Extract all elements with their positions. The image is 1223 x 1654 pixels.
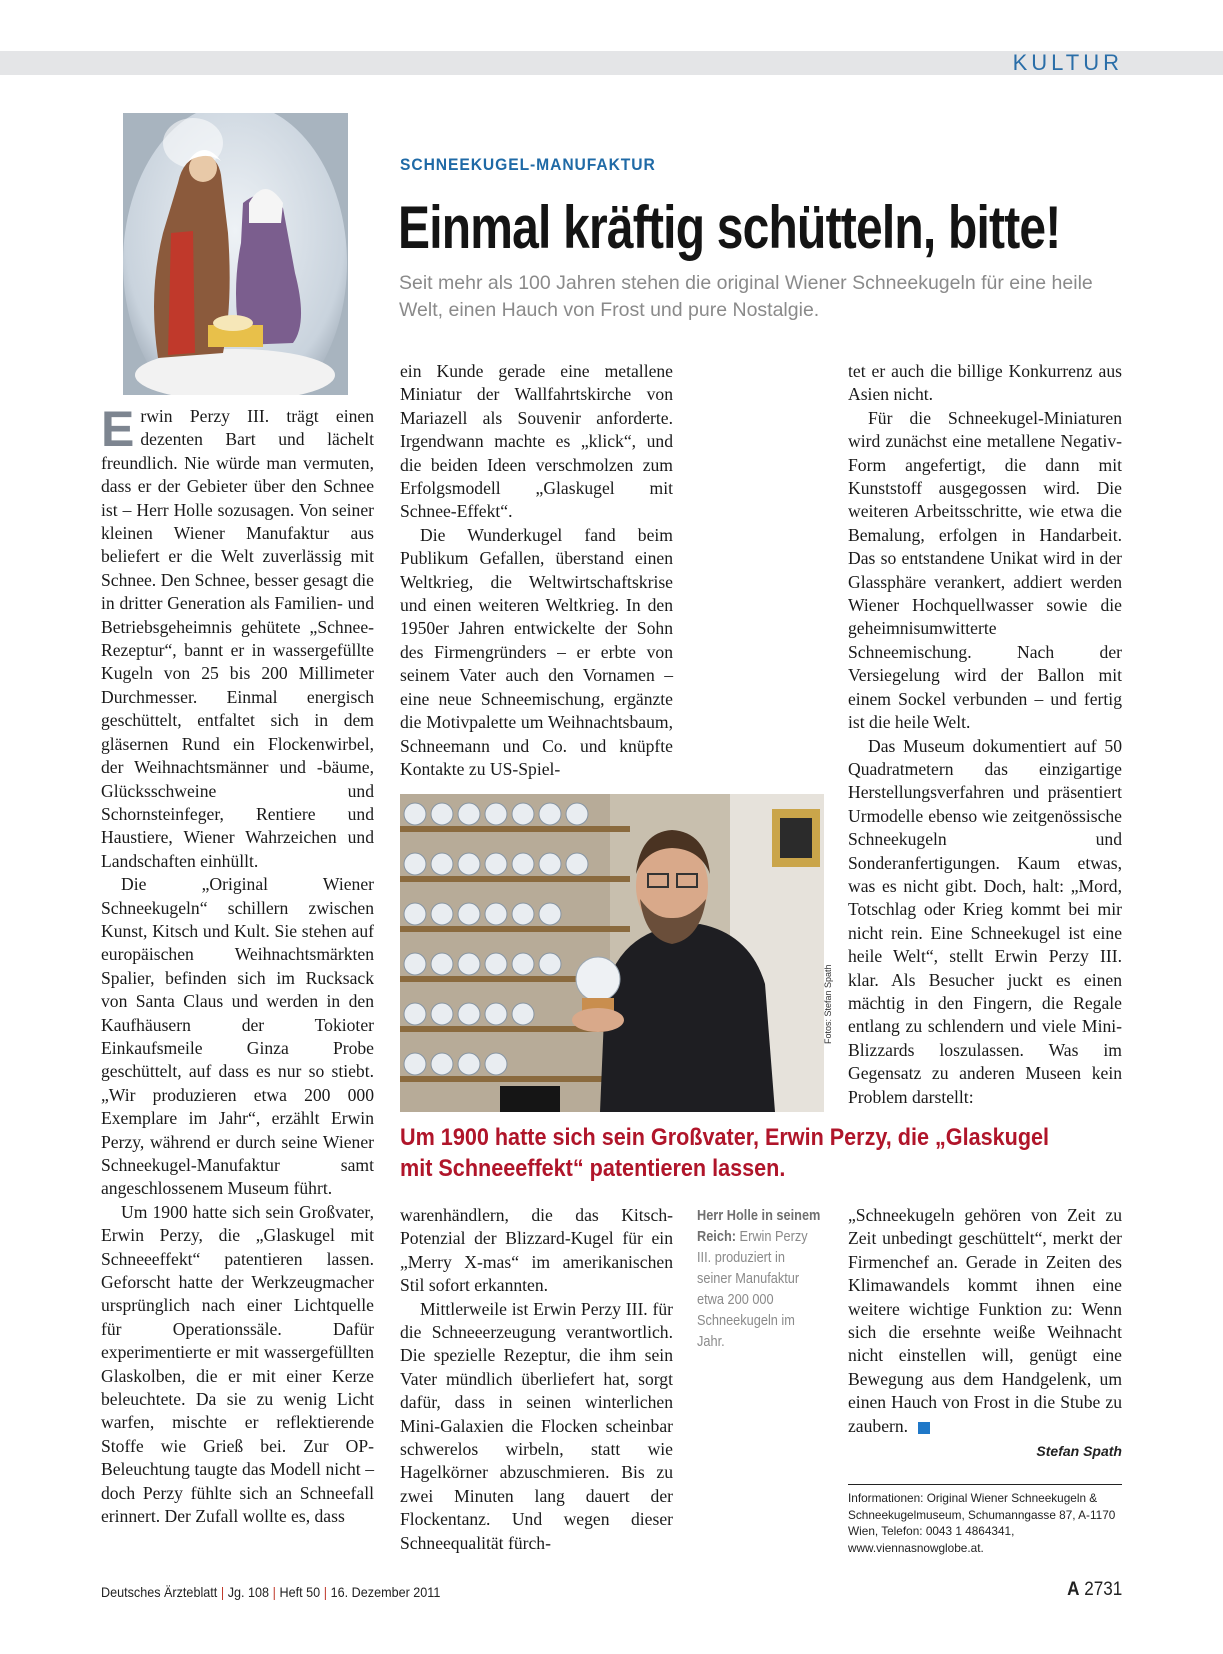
journal-volume: Jg. 108 [227,1584,270,1600]
paragraph-2: Die „Original Wiener Schneekugeln“ schillern zwischen Kunst, Kitsch und Kult. Sie stehen auf europäischen Weihnachtsmärkten Spalier, befinden sich im Rucksack von Santa Claus und werden in den Kaufhäusern der Tokioter Einkaufsmeile Ginza Probe geschüttelt, auf dass es nur so stiebt. „Wir produzieren etwa 200 000 Exemplare im Jahr“, erzählt Erwin Perzy, während er durch seine Wiener Schneekugel-Manufaktur samt angeschlossenem Museum führt. [101,874,374,1199]
drop-cap: E [101,401,135,457]
end-mark-icon [918,1422,930,1434]
journal-date: 16. Dezember 2011 [330,1584,441,1600]
caption-title: Herr Holle in seinem Reich: [697,1208,821,1245]
paragraph-5: Die Wunderkugel fand beim Publikum Gefallen, überstand einen Weltkrieg, die Weltwirtschaftskrise und einen weiteren Weltkrieg. In den 1950er Jahren entwickelte der Sohn des Firmengründers – er erbte von seinem Vater auch den Vornamen – eine neue Schneemischung, ergänzte die Motivpalette um Weihnachtsbaum, Schneemann und Co. und knüpfte Kontakte zu US-Spiel- [400,524,673,779]
section-label: KULTUR [1012,50,1123,75]
article-lead: Seit mehr als 100 Jahren stehen die original Wiener Schneekugeln für eine heile Welt, einen Hauch von Frost und pure Nostalgie. [399,272,1093,321]
separator-icon: | [323,1584,328,1600]
paragraph-8: Das Museum dokumentiert auf 50 Quadratmetern das einzigartige Herstellungsverfahren und präsentiert Urmodelle ebenso wie zeitgenössische Schneekugeln und Sonderanfertigungen. Kaum etwas, was es nicht gibt. Doch, halt: „Mord, Totschlag oder Krieg kommt bei mir nicht rein. Eine Schneekugel ist eine heile Welt“, stellt Erwin Perzy III. klar. Als Besucher juckt es einen mächtig in den Fingern, die Regale entlang zu schlendern und viele Mini-Blizzards loszulassen. Was im Gegensatz zu anderen Museen kein Problem darstellt: [848,735,1122,1107]
pull-quote: Um 1900 hatte sich sein Großvater, Erwin Perzy, die „Glaskugel mit Schneeeffekt“ patentieren lassen. [400,1124,1050,1182]
page-number-value: 2731 [1083,1579,1122,1600]
journal-issue: Heft 50 [279,1584,321,1600]
snow-globe-photo [123,113,348,395]
caption-text: Erwin Perzy III. produziert in seiner Manufaktur etwa 200 000 Schneekugeln im Jahr. [697,1229,808,1350]
paragraph-6: tet er auch die billige Konkurrenz aus Asien nicht. [848,361,1122,405]
column-2-bottom [400,1204,673,1555]
paragraph-1: Erwin Perzy III. trägt einen dezenten Bart und lächelt freundlich. Nie würde man vermuten, dass er der Gebieter über den Schnee ist – Herr Holle sozusagen. Von seiner kleinen Wiener Manufaktur aus beliefert er die Welt zuverlässig mit Schnee. Den Schnee, besser gesagt die in dritter Generation als Familien- und Betriebsgeheimnis gehütete „Schnee-Rezeptur“, bannt er in wassergefüllte Kugeln von 25 bis 200 Millimeter Durchmesser. Einmal energisch geschüttelt, entfaltet sich in dem gläsernen Rund ein Flockenwirbel, der Weihnachtsmänner und -bäume, Glücksschweine und Schornsteinfeger, Rentiere und Haustiere, Wiener Wahrzeichen und Landschaften einhüllt. [101,401,374,871]
column-3-top [848,360,1122,1109]
paragraph-7: Für die Schneekugel-Miniaturen wird zunächst eine metallene Negativ-Form angefertigt, die dann mit Kunststoff ausgegossen wird. Die weiteren Arbeitsschritte, wie etwa die Bemalung, erfolgen in Handarbeit. Das so entstandene Unikat wird in der Glassphäre verankert, addiert werden Wiener Hochquellwasser sowie die geheimnisumwitterte Schneemischung. Nach der Versiegelung wird der Ballon mit einem Sockel verbunden – und fertig ist die heile Welt. [848,407,1122,733]
page-number [1067,1579,1122,1601]
author-byline: Stefan Spath [1036,1443,1122,1459]
column-3-bottom [848,1204,1122,1438]
article-kicker: SCHNEEKUGEL-MANUFAKTUR [400,155,656,174]
paragraph-9: warenhändlern, die das Kitsch-Potenzial der Blizzard-Kugel für ein „Merry X-mas“ im amerikanischen Stil sofort erkannten. [400,1205,673,1296]
separator-icon: | [272,1584,276,1600]
column-1 [101,401,374,1529]
photo-credit: Fotos: Stefan Spath [823,964,833,1044]
paragraph-11: „Schneekugeln gehören von Zeit zu Zeit unbedingt geschüttelt“, merkt der Firmenchef an. Gerade in Zeiten des Klimawandels kommt ihnen eine weitere wichtige Funktion zu: Wenn sich die ersehnte weiße Weihnacht nicht einstellen will, genügt eine Bewegung aus dem Handgelenk, um einen Hauch von Frost in die Stube zu zaubern. [848,1205,1122,1436]
separator-icon: | [220,1584,225,1600]
info-box: Informationen: Original Wiener Schneekugeln & Schneekugelmuseum, Schumanngasse 87, A-1170 Wien, Telefon: 0043 1 4864341, www.viennasnowglobe.at. [848,1484,1122,1556]
paragraph-10: Mittlerweile ist Erwin Perzy III. für die Schneeerzeugung verantwortlich. Die spezielle Rezeptur, die ihm sein Vater mündlich überliefert hat, sorgt dafür, dass in seinen winterlichen Mini-Galaxien die Flocken scheinbar schwerelos wirbeln, statt wie Hagelkörner abzuschmieren. Bis zu zwei Minuten lang dauert der Flockentanz. Und wegen dieser Schneequalität fürch- [400,1298,673,1553]
page-prefix: A [1066,1579,1080,1600]
journal-name: Deutsches Ärzteblatt [101,1584,218,1600]
column-2-top [400,360,673,781]
article-headline: Einmal kräftig schütteln, bitte! [398,194,1061,261]
photo-caption [697,1206,822,1353]
paragraph-3: Um 1900 hatte sich sein Großvater, Erwin Perzy, die „Glaskugel mit Schneeeffekt“ patentieren lassen. Geforscht hatte der Werkzeugmacher ursprünglich nach einer Lichtquelle für Operationssäle. Dafür experimentierte er mit wassergefüllten Glaskolben, die er mit einer Kerze beleuchtete. Da sie zu wenig Licht warfen, mischte er reflektierende Stoffe wie Grieß bei. Zur OP-Beleuchtung taugte das Modell nicht – doch Perzy fühlte sich an Schneefall erinnert. Der Zufall wollte es, dass [101,1201,374,1527]
erwin-perzy-photo [400,794,824,1112]
paragraph-4: ein Kunde gerade eine metallene Miniatur der Wallfahrtskirche von Mariazell als Souvenir anforderte. Irgendwann machte es „klick“, und die beiden Ideen verschmolzen zum Erfolgsmodell „Glaskugel mit Schnee-Effekt“. [400,361,673,522]
page-footer [101,1584,440,1600]
